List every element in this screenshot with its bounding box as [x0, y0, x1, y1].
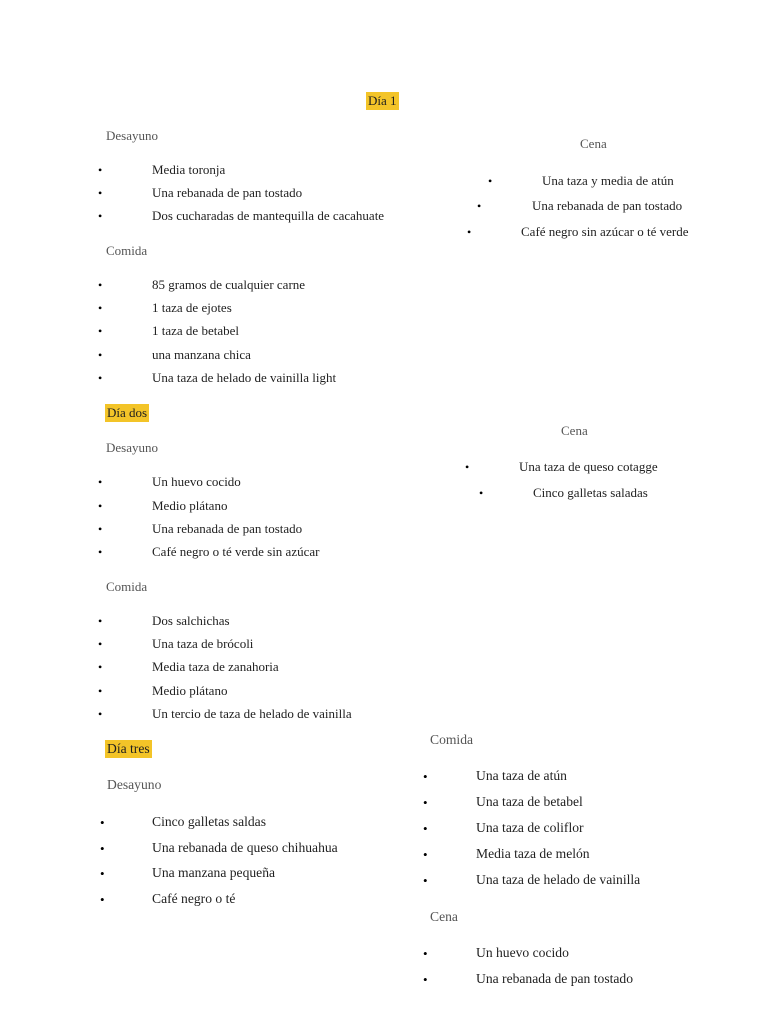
list-item: Café negro o té — [152, 891, 236, 906]
list-bullet: • — [98, 186, 103, 200]
list-item: Media taza de melón — [476, 846, 590, 861]
day2-title: Día dos — [107, 405, 148, 420]
day2-lunch-label: Comida — [106, 579, 148, 594]
list-item: Una taza de helado de vainilla light — [152, 370, 337, 385]
list-item: Café negro o té verde sin azúcar — [152, 544, 320, 559]
list-bullet: • — [98, 660, 103, 674]
list-bullet: • — [477, 199, 482, 213]
list-bullet: • — [423, 821, 428, 836]
list-bullet: • — [98, 522, 103, 536]
list-item: una manzana chica — [152, 347, 251, 362]
list-bullet: • — [98, 324, 103, 338]
list-bullet: • — [423, 972, 428, 987]
list-item: Una rebanada de queso chihuahua — [152, 840, 338, 855]
list-item: Café negro sin azúcar o té verde — [521, 224, 689, 239]
list-item: Una taza de helado de vainilla — [476, 872, 641, 887]
list-item: 1 taza de betabel — [152, 323, 239, 338]
day3-breakfast-label: Desayuno — [107, 777, 162, 792]
day3-dinner-label: Cena — [430, 909, 458, 924]
list-item: Medio plátano — [152, 683, 228, 698]
list-item: Cinco galletas saladas — [533, 485, 648, 500]
list-bullet: • — [479, 486, 484, 500]
list-item: Una taza de atún — [476, 768, 567, 783]
list-item: Una taza de queso cotagge — [519, 459, 658, 474]
list-item: Un huevo cocido — [476, 945, 569, 960]
list-item: Cinco galletas saldas — [152, 814, 267, 829]
day1-breakfast-label: Desayuno — [106, 128, 158, 143]
list-item: Una taza de brócoli — [152, 636, 254, 651]
list-bullet: • — [98, 348, 103, 362]
list-bullet: • — [98, 209, 103, 223]
list-bullet: • — [98, 614, 103, 628]
list-item: 1 taza de ejotes — [152, 300, 232, 315]
day1-lunch-label: Comida — [106, 243, 148, 258]
list-item: Un huevo cocido — [152, 474, 241, 489]
list-item: Una rebanada de pan tostado — [476, 971, 634, 986]
list-bullet: • — [98, 545, 103, 559]
day3-title: Día tres — [107, 741, 150, 756]
list-item: Una manzana pequeña — [152, 865, 276, 880]
list-item: Una rebanada de pan tostado — [152, 185, 303, 200]
list-item: Dos cucharadas de mantequilla de cacahuate — [152, 208, 385, 223]
list-bullet: • — [98, 637, 103, 651]
list-bullet: • — [488, 174, 493, 188]
list-bullet: • — [98, 707, 103, 721]
list-bullet: • — [423, 847, 428, 862]
list-bullet: • — [98, 499, 103, 513]
list-bullet: • — [423, 946, 428, 961]
list-bullet: • — [465, 460, 470, 474]
list-item: Una rebanada de pan tostado — [532, 198, 683, 213]
list-bullet: • — [98, 371, 103, 385]
list-item: Una taza de betabel — [476, 794, 583, 809]
list-item: Una taza de coliflor — [476, 820, 584, 835]
list-bullet: • — [423, 795, 428, 810]
list-item: Media taza de zanahoria — [152, 659, 279, 674]
list-bullet: • — [100, 841, 105, 856]
day2-dinner-label: Cena — [561, 423, 588, 438]
list-item: Una rebanada de pan tostado — [152, 521, 303, 536]
list-item: 85 gramos de cualquier carne — [152, 277, 306, 292]
day1-title: Día 1 — [368, 93, 397, 108]
list-bullet: • — [423, 873, 428, 888]
list-item: Media toronja — [152, 162, 226, 177]
list-bullet: • — [98, 163, 103, 177]
list-bullet: • — [98, 278, 103, 292]
list-bullet: • — [423, 769, 428, 784]
day2-breakfast-label: Desayuno — [106, 440, 158, 455]
list-item: Dos salchichas — [152, 613, 230, 628]
list-bullet: • — [98, 684, 103, 698]
day3-lunch-label: Comida — [430, 732, 474, 747]
list-bullet: • — [467, 225, 472, 239]
day1-dinner-label: Cena — [580, 136, 607, 151]
list-item: Una taza y media de atún — [542, 173, 674, 188]
list-item: Medio plátano — [152, 498, 228, 513]
list-item: Un tercio de taza de helado de vainilla — [152, 706, 352, 721]
list-bullet: • — [98, 301, 103, 315]
list-bullet: • — [100, 892, 105, 907]
list-bullet: • — [98, 475, 103, 489]
list-bullet: • — [100, 866, 105, 881]
list-bullet: • — [100, 815, 105, 830]
